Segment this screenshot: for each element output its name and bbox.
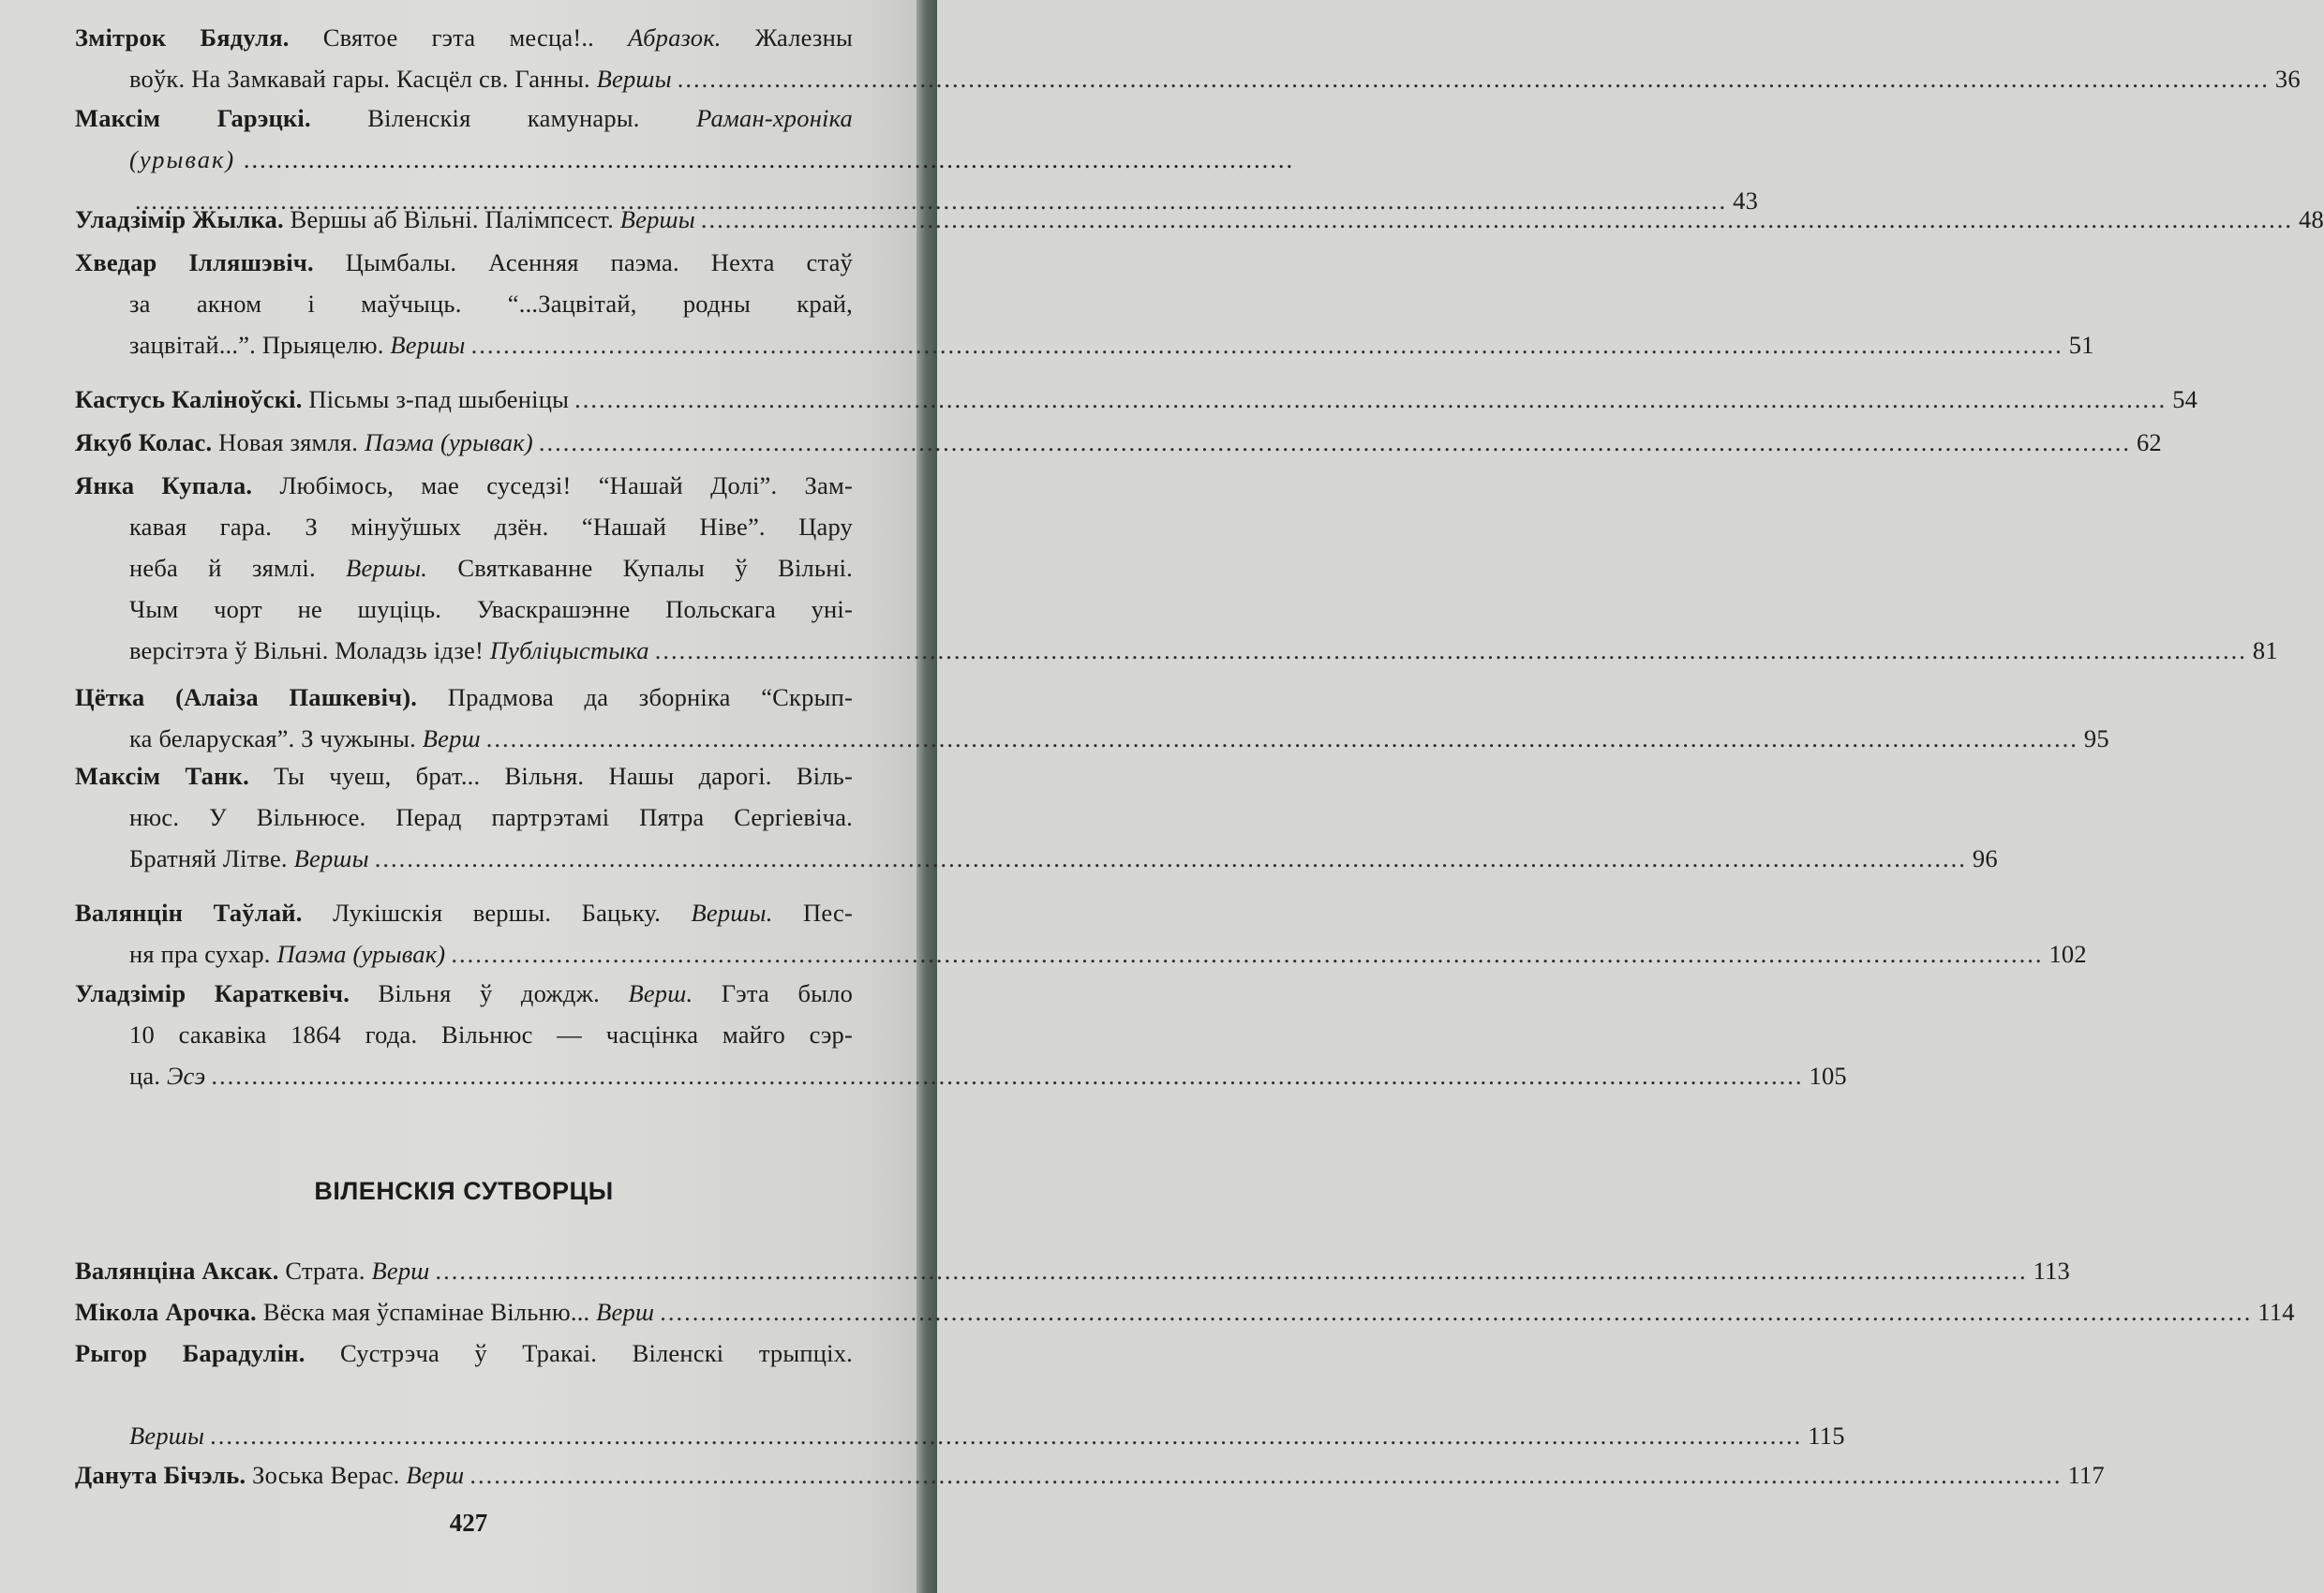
leader-dots bbox=[469, 1454, 2062, 1496]
leader-dots bbox=[539, 422, 2131, 463]
toc-page-ref: 113 bbox=[2033, 1257, 2071, 1285]
leader-dots bbox=[471, 324, 2063, 365]
author-name: Валянціна Аксак. bbox=[75, 1257, 279, 1285]
work-titles: Чым чорт не шуціць. Уваскрашэнне Польскага уні- bbox=[129, 595, 853, 623]
toc-page-ref: 43 bbox=[1733, 186, 1759, 215]
toc-entry-last-line bbox=[75, 630, 2278, 671]
work-titles: неба й зямлі. bbox=[129, 554, 347, 582]
work-titles: ца. bbox=[129, 1062, 167, 1090]
work-titles: .................................................................................................................................. bbox=[235, 145, 1295, 173]
toc-entry-line bbox=[75, 506, 853, 547]
toc-page-ref: 114 bbox=[2257, 1298, 2295, 1326]
toc-entry-line bbox=[75, 97, 853, 139]
toc-page-ref: 115 bbox=[1808, 1422, 1845, 1450]
genre-label: Верш bbox=[422, 724, 481, 752]
genre-label: Вершы bbox=[129, 1422, 205, 1450]
toc-entry bbox=[75, 242, 2094, 365]
author-name: Кастусь Каліноўскі. bbox=[75, 385, 303, 413]
genre-label: Вершы bbox=[390, 331, 466, 359]
work-titles: кавая гара. З мінуўшых дзён. “Нашай Ніве”. Цару bbox=[129, 513, 853, 541]
leader-dots bbox=[660, 1291, 2252, 1332]
toc-entry-last-line bbox=[75, 718, 2109, 759]
toc-page-ref: 81 bbox=[2252, 636, 2278, 664]
leader-dots bbox=[655, 630, 2247, 671]
toc-entry-line bbox=[75, 588, 853, 630]
toc-entry bbox=[75, 379, 2198, 420]
work-titles: за акном і маўчыць. “...Зацвітай, родны край, bbox=[129, 290, 853, 318]
work-titles: Сустрэча ў Тракаі. Віленскі трыпціх. bbox=[305, 1339, 853, 1367]
toc-page-ref: 102 bbox=[2048, 940, 2087, 968]
leader-dots bbox=[210, 1415, 1802, 1456]
toc-entry-line bbox=[75, 677, 853, 718]
author-name: Максім Танк. bbox=[75, 762, 249, 790]
leader-dots bbox=[436, 1250, 2028, 1291]
author-name: Максім Гарэцкі. bbox=[75, 104, 311, 132]
author-name: Уладзімір Караткевіч. bbox=[75, 979, 350, 1007]
genre-label: Верш. bbox=[628, 979, 693, 1007]
work-titles: Ты чуеш, брат... Вільня. Нашы дарогі. Віль- bbox=[248, 762, 853, 790]
work-titles: Прадмова да зборніка “Скрып- bbox=[417, 683, 853, 711]
genre-label: Вершы bbox=[596, 65, 672, 93]
genre-label: Верш bbox=[406, 1461, 465, 1489]
work-titles: Гэта было bbox=[693, 979, 854, 1007]
toc-page-ref: 105 bbox=[1809, 1062, 1847, 1090]
toc-page-ref: 36 bbox=[2274, 65, 2301, 93]
leader-dots bbox=[375, 838, 1967, 879]
work-titles: Братняй Літве. bbox=[129, 844, 294, 872]
toc-entry-last-line bbox=[75, 838, 1998, 879]
genre-label: Паэма (урывак) bbox=[364, 428, 533, 456]
work-titles: воўк. На Замкавай гары. Касцёл св. Ганны. bbox=[129, 65, 597, 93]
work-titles: Новая зямля. bbox=[212, 428, 365, 456]
work-titles: Віленскія камунары. bbox=[310, 104, 697, 132]
author-name: Уладзімір Жылка. bbox=[75, 205, 284, 233]
toc-entry-last-line bbox=[75, 1055, 1847, 1096]
work-titles: Вільня ў дождж. bbox=[350, 979, 629, 1007]
work-titles: Вёска мая ўспамінае Вільню... bbox=[256, 1298, 597, 1326]
genre-label: Абразок. bbox=[628, 23, 722, 52]
leader-dots bbox=[701, 199, 2293, 240]
leader-dots bbox=[574, 379, 2167, 420]
leader-dots bbox=[451, 933, 2043, 975]
toc-entry-last-line bbox=[75, 379, 2198, 420]
toc-entry bbox=[75, 755, 1998, 879]
author-name: Цётка (Алаіза Пашкевіч). bbox=[75, 683, 418, 711]
toc-page-ref: 117 bbox=[2067, 1461, 2105, 1489]
work-titles: Жалезны bbox=[721, 23, 853, 52]
genre-label: Верш bbox=[596, 1298, 655, 1326]
toc-entry-last-line bbox=[75, 422, 2162, 463]
toc-page-ref: 48 bbox=[2299, 205, 2324, 233]
toc-entry bbox=[75, 1291, 2295, 1332]
toc-entry bbox=[75, 973, 1847, 1096]
toc-entry-last-line bbox=[75, 324, 2094, 365]
author-name: Данута Бічэль. bbox=[75, 1461, 246, 1489]
toc-entry-line bbox=[75, 973, 853, 1014]
author-name: Мікола Арочка. bbox=[75, 1298, 257, 1326]
toc-entry bbox=[75, 892, 2087, 975]
work-titles: ня пра сухар. bbox=[129, 940, 277, 968]
toc-entry-last-line bbox=[75, 933, 2087, 975]
leader-dots bbox=[678, 58, 2270, 99]
toc-entry-line bbox=[75, 465, 853, 506]
work-titles: Пес- bbox=[772, 899, 853, 927]
work-titles: версітэта ў Вільні. Моладзь ідзе! bbox=[129, 636, 490, 664]
toc-entry-line bbox=[75, 892, 853, 933]
toc-entry bbox=[75, 677, 2109, 759]
genre-label: Паэма (урывак) bbox=[276, 940, 446, 968]
genre-label: Верш bbox=[371, 1257, 430, 1285]
toc-page-ref: 51 bbox=[2068, 331, 2094, 359]
work-titles: Зоська Верас. bbox=[246, 1461, 407, 1489]
work-titles: ка беларуская”. З чужыны. bbox=[129, 724, 423, 752]
toc-entry-line bbox=[75, 283, 853, 324]
leader-dots bbox=[486, 718, 2078, 759]
toc-entry bbox=[75, 1454, 2105, 1496]
genre-label: Вершы. bbox=[346, 554, 428, 582]
toc-entry-line bbox=[75, 1014, 853, 1055]
work-titles: Лукішскія вершы. Бацьку. bbox=[302, 899, 692, 927]
work-titles: Вершы аб Вільні. Палімпсест. bbox=[283, 205, 620, 233]
genre-label: Вершы bbox=[619, 205, 695, 233]
toc-entry-last-line bbox=[75, 1415, 1845, 1456]
work-titles: Страта. bbox=[278, 1257, 372, 1285]
toc-entry bbox=[75, 465, 2278, 671]
toc-entry-line bbox=[75, 1374, 853, 1415]
toc-entry bbox=[75, 1250, 2071, 1291]
toc-page-ref: 62 bbox=[2136, 428, 2162, 456]
toc-entry-line bbox=[75, 1332, 853, 1374]
genre-label: Раман-хроніка bbox=[696, 104, 853, 132]
toc-entry bbox=[75, 422, 2162, 463]
toc-entry bbox=[75, 17, 2301, 99]
genre-label: Вершы bbox=[293, 844, 369, 872]
toc-entry-last-line bbox=[75, 1250, 2071, 1291]
author-name: Хведар Ілляшэвіч. bbox=[75, 248, 314, 276]
work-titles: 10 сакавіка 1864 года. Вільнюс — часцінка майго сэр- bbox=[129, 1020, 853, 1049]
work-titles: Любімось, мае суседзі! “Нашай Долі”. Зам- bbox=[252, 471, 853, 499]
section-title: ВІЛЕНСКІЯ СУТВОРЦЫ bbox=[314, 1177, 614, 1205]
toc-entry-last-line bbox=[75, 58, 2301, 99]
toc-entry-last-line bbox=[75, 1291, 2295, 1332]
genre-label: (урывак) bbox=[129, 145, 236, 173]
toc-page-ref: 95 bbox=[2083, 724, 2109, 752]
toc-page-ref: 96 bbox=[1972, 844, 1998, 872]
work-titles: Цымбалы. Асенняя паэма. Нехта стаў bbox=[313, 248, 853, 276]
genre-label: Эсэ bbox=[167, 1062, 206, 1090]
work-titles: Пісьмы з-пад шыбеніцы bbox=[302, 385, 570, 413]
author-name: Янка Купала. bbox=[75, 471, 253, 499]
toc-page-ref: 54 bbox=[2172, 385, 2198, 413]
toc-entry-line bbox=[75, 755, 853, 796]
author-name: Якуб Колас. bbox=[75, 428, 213, 456]
toc-entry-last-line bbox=[75, 1454, 2105, 1496]
genre-label: Вершы. bbox=[691, 899, 773, 927]
author-name: Рыгор Барадулін. bbox=[75, 1339, 305, 1367]
toc-entry-line bbox=[75, 547, 853, 588]
toc-entry-line bbox=[75, 139, 1295, 180]
toc-entry-line bbox=[75, 17, 853, 58]
work-titles: Святое гэта месца!.. bbox=[289, 23, 629, 52]
toc-entry-line bbox=[75, 796, 853, 838]
page-number: 427 bbox=[449, 1509, 488, 1537]
work-titles: Святкаванне Купалы ў Вільні. bbox=[427, 554, 854, 582]
genre-label: Публіцыстыка bbox=[489, 636, 649, 664]
toc-entry-line bbox=[75, 242, 853, 283]
toc-entry bbox=[75, 1332, 1845, 1456]
work-titles: нюс. У Вільнюсе. Перад партрэтамі Пятра Сергіевіча. bbox=[129, 803, 853, 831]
leader-dots bbox=[211, 1055, 1803, 1096]
work-titles: зацвітай...”. Прыяцелю. bbox=[129, 331, 391, 359]
author-name: Змітрок Бядуля. bbox=[75, 23, 290, 52]
author-name: Валянцін Таўлай. bbox=[75, 899, 303, 927]
